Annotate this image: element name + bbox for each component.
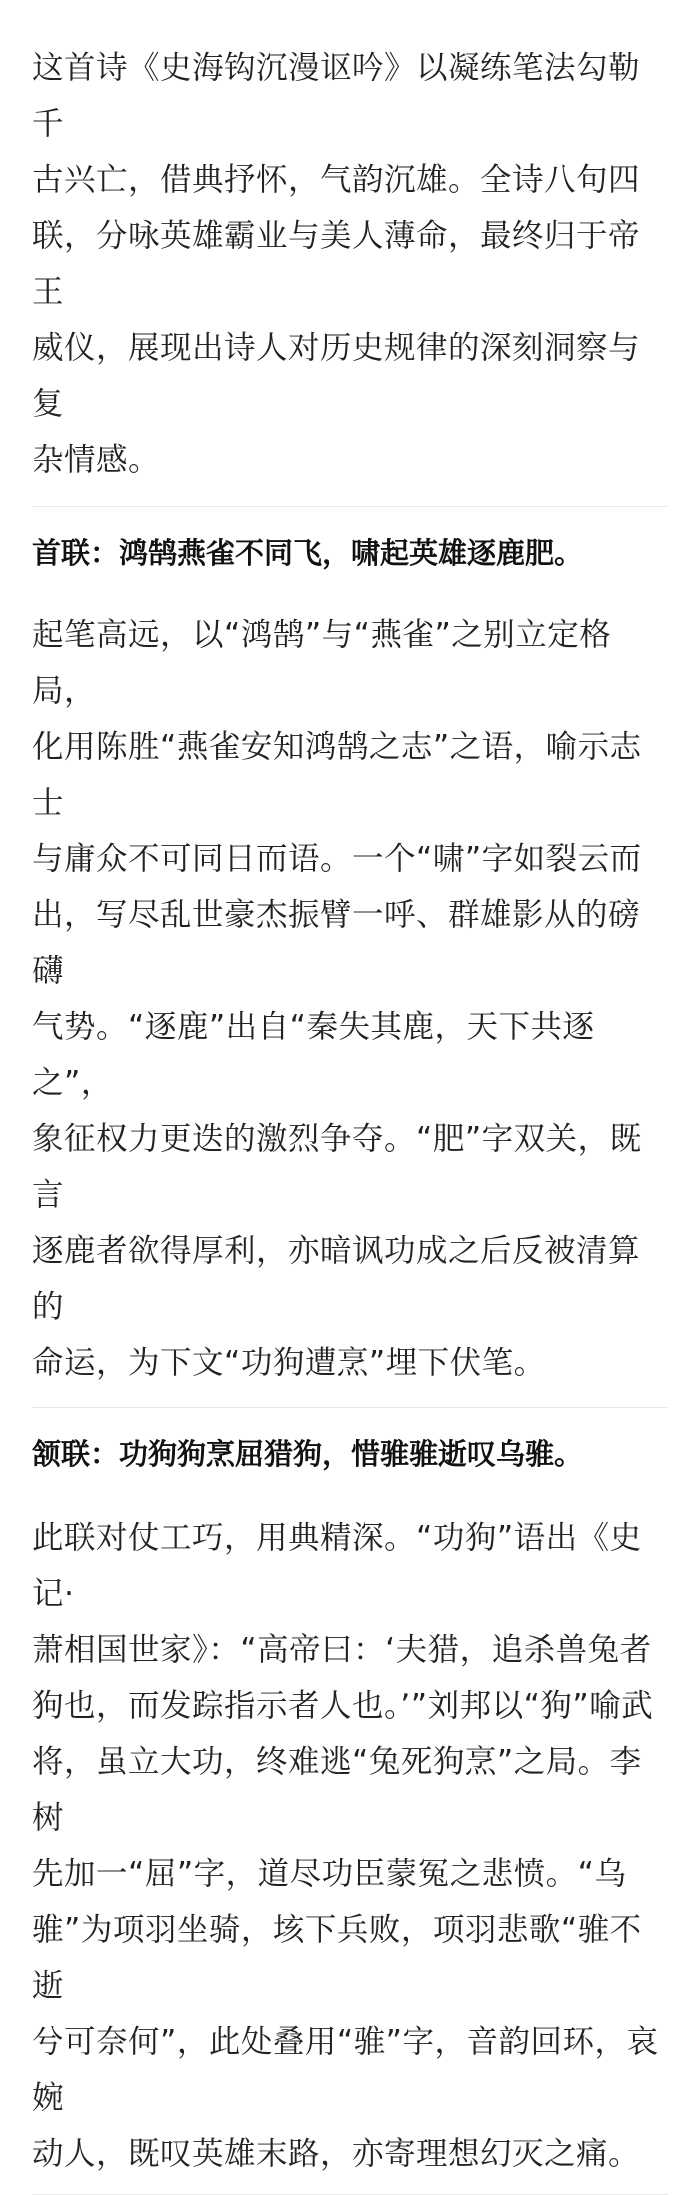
section-heading-first-couplet: 首联：鸿鹄燕雀不同飞，啸起英雄逐鹿肥。 [32,536,584,570]
section-divider [32,1407,668,1408]
section-divider [32,506,668,507]
section-heading-second-couplet: 颔联：功狗狗烹屈猎狗，惜骓骓逝叹乌骓。 [32,1437,584,1471]
section-body-second-couplet: 此联对仗工巧，用典精深。“功狗”语出《史记· 萧相国世家》：“高帝曰：‘夫猎，追杀兽兔者 狗也，而发踪指示者人也。’”刘邦以“狗”喻武 将，虽立大功，终难逃“兔死狗烹”之局。李树 先加一“屈”字，道尽功臣蒙冤之悲愤。“乌 骓”为项羽坐骑，垓下兵败，项羽悲歌“骓不逝 兮可奈何”，此处叠用“骓”字，音韵回环，哀婉 动人，既叹英雄末路，亦寄理想幻灭之痛。 [32,1520,659,2172]
section-body-first-couplet: 起笔高远，以“鸿鹄”与“燕雀”之别立定格局， 化用陈胜“燕雀安知鸿鹄之志”之语，喻示志士 与庸众不可同日而语。一个“啸”字如裂云而 出，写尽乱世豪杰振臂一呼、群雄影从的磅礴 气势。“逐鹿”出自“秦失其鹿，天下共逐之”， 象征权力更迭的激烈争夺。“肥”字双关，既言 逐鹿者欲得厚利，亦暗讽功成之后反被清算的 命运，为下文“功狗遭烹”埋下伏笔。 [32,617,642,1381]
intro-paragraph: 这首诗《史海钩沉漫讴吟》以凝练笔法勾勒千 古兴亡，借典抒怀，气韵沉雄。全诗八句四 联，分咏英雄霸业与美人薄命，最终归于帝王 威仪，展现出诗人对历史规律的深刻洞察与复 杂情感。 [32,50,641,478]
